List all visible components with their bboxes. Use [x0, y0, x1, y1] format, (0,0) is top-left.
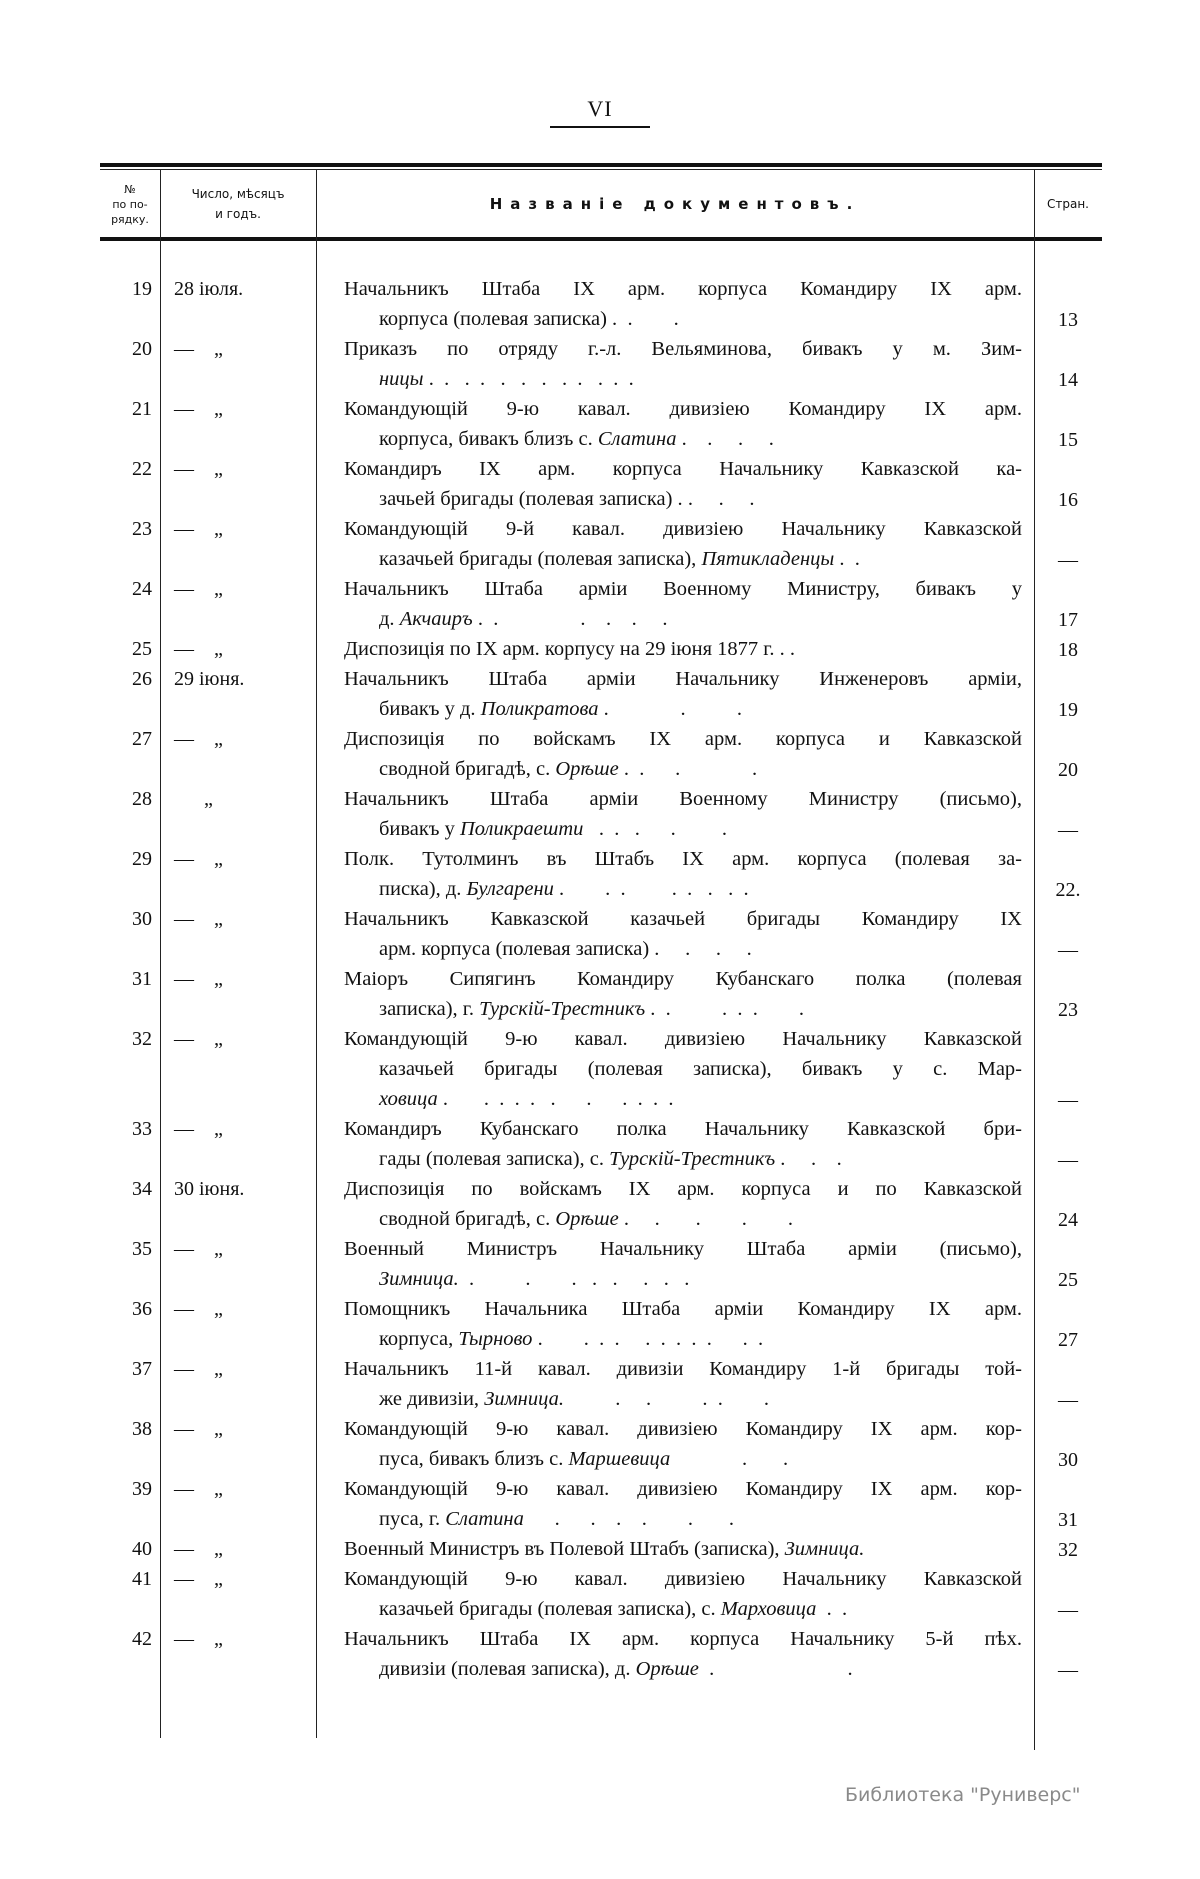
page-reference: 20 — [1058, 759, 1078, 781]
title-line-2 — [344, 934, 1022, 964]
header-page: Стран. — [1047, 197, 1089, 211]
place-name: Тырново — [458, 1328, 533, 1350]
row-number: 21 — [132, 398, 152, 420]
title-line-1: Диспозиція по войскамъ IX арм. корпуса и по Кавказской — [344, 1178, 1022, 1200]
page-number: VI — [587, 96, 613, 121]
row-page — [1034, 1354, 1102, 1414]
leader-dots: . . — [670, 1448, 789, 1470]
row-number: 28 — [132, 788, 152, 810]
leader-dots: . . . . . . . . . . . — [532, 1328, 764, 1350]
row-document-title — [316, 634, 1034, 664]
place-name: ховица — [379, 1088, 438, 1110]
title-line-1: Маіоръ Сипягинъ Командиру Кубанскаго полка (полевая — [344, 968, 1022, 990]
table-row — [100, 1174, 1102, 1234]
page-reference: 14 — [1058, 369, 1078, 391]
title-text: бивакъ у д. — [379, 698, 481, 720]
title-text: сводной бригадѣ, с. — [379, 1208, 556, 1230]
leader-dots: . . . . — [676, 428, 774, 450]
title-text: дивизіи (полевая записка), д. — [379, 1658, 636, 1680]
title-text: казачьей бригады (полевая записка), с. — [379, 1598, 721, 1620]
page-reference: — — [1058, 1089, 1078, 1111]
row-document-title — [316, 1294, 1034, 1354]
place-name: Орѣше — [555, 758, 619, 780]
row-date: — „ — [174, 1298, 223, 1320]
page-reference: 13 — [1058, 309, 1078, 331]
row-document-title — [316, 1474, 1034, 1534]
row-page — [1034, 1534, 1102, 1564]
row-number: 36 — [132, 1298, 152, 1320]
row-number: 42 — [132, 1628, 152, 1650]
place-name: Орѣше — [635, 1658, 699, 1680]
row-date: — „ — [174, 578, 223, 600]
leader-dots: . . . . . — [618, 1208, 793, 1230]
place-name: Поликратова — [480, 698, 599, 720]
row-date: — „ — [174, 1568, 223, 1590]
row-document-title — [316, 1564, 1034, 1624]
title-line-2 — [344, 1654, 1022, 1684]
table-row — [100, 784, 1102, 844]
title-line-2 — [344, 544, 1022, 574]
title-line-2 — [344, 814, 1022, 844]
row-page — [1034, 1624, 1102, 1684]
row-number: 32 — [132, 1028, 152, 1050]
page-reference: — — [1058, 1389, 1078, 1411]
row-date: — „ — [174, 1238, 223, 1260]
row-document-title — [316, 724, 1034, 784]
table-row — [100, 904, 1102, 964]
title-text: казачьей бригады (полевая записка), — [379, 548, 702, 570]
table-row — [100, 634, 1102, 664]
title-line-1: Диспозиція по IX арм. корпусу на 29 іюня 1877 г. . . — [344, 638, 795, 660]
table-row — [100, 844, 1102, 904]
title-line-1: Начальникъ Штаба арміи Военному Министру (письмо), — [344, 788, 1022, 810]
title-line-1: Начальникъ 11-й кавал. дивизіи Командиру 1-й бригады той- — [344, 1358, 1022, 1380]
place-name: ницы — [379, 368, 424, 390]
header-title: Названіе документовъ. — [489, 195, 861, 213]
row-date: — „ — [174, 638, 223, 660]
title-line-1: Помощникъ Начальника Штаба арміи Командиру IX арм. — [344, 1298, 1022, 1320]
leader-dots: . . . — [682, 488, 755, 510]
row-number: 34 — [132, 1178, 152, 1200]
title-line-2 — [344, 994, 1022, 1024]
table-row — [100, 1474, 1102, 1534]
header-number-line: по по- — [112, 197, 148, 211]
title-text: гады (полевая записка), с. — [379, 1148, 610, 1170]
place-name: Булгарени — [466, 878, 554, 900]
place-name: Орѣше — [555, 1208, 619, 1230]
place-name: Слатина — [445, 1508, 524, 1530]
title-line-1: Командующій 9-ю кавал. дивизіею Начальнику Кавказской — [344, 1028, 1022, 1050]
row-document-title — [316, 1354, 1034, 1414]
row-date: — „ — [174, 968, 223, 990]
row-date: — „ — [174, 398, 223, 420]
row-date: — „ — [174, 1118, 223, 1140]
header-number — [100, 172, 160, 236]
row-date: — „ — [174, 728, 223, 750]
page-reference: — — [1058, 1599, 1078, 1621]
title-line-2 — [344, 1594, 1022, 1624]
title-line-1: Начальникъ Кавказской казачьей бригады Командиру IX — [344, 908, 1022, 930]
row-number: 41 — [132, 1568, 152, 1590]
header-number-line: № — [124, 182, 136, 196]
row-page — [1034, 454, 1102, 514]
leader-dots: . . . . . . — [645, 998, 804, 1020]
row-page — [1034, 274, 1102, 334]
title-line-1: Начальникъ Штаба арміи Начальнику Инженеровъ арміи, — [344, 668, 1022, 690]
table-top-rule — [100, 163, 1102, 167]
row-page — [1034, 724, 1102, 784]
title-line-1: Начальникъ Штаба IX арм. корпуса Начальнику 5-й пѣх. — [344, 1628, 1022, 1650]
row-page — [1034, 1564, 1102, 1624]
row-number: 39 — [132, 1478, 152, 1500]
title-text: д. — [379, 608, 400, 630]
title-line-2 — [344, 874, 1022, 904]
leader-dots: . . . . . — [563, 1388, 769, 1410]
title-line-2 — [344, 1504, 1022, 1534]
table-row — [100, 724, 1102, 784]
row-number: 20 — [132, 338, 152, 360]
row-document-title — [316, 574, 1034, 634]
leader-dots: . . — [816, 1598, 848, 1620]
row-date: 29 іюня. — [174, 668, 245, 690]
leader-dots: . . . . . . . . . . . . — [423, 368, 634, 390]
row-document-title — [316, 514, 1034, 574]
title-line-2 — [344, 1384, 1022, 1414]
page-reference: 17 — [1058, 609, 1078, 631]
title-line-1: Военный Министръ Начальнику Штаба арміи (письмо), — [344, 1238, 1022, 1260]
title-text: пуса, г. — [379, 1508, 446, 1530]
leader-dots: . . . . . . — [523, 1508, 734, 1530]
table-row — [100, 1024, 1102, 1114]
row-date: „ — [174, 788, 213, 810]
row-date: 28 іюля. — [174, 278, 244, 300]
row-page — [1034, 664, 1102, 724]
place-name: Марховица — [720, 1598, 817, 1620]
title-line-2 — [344, 1144, 1022, 1174]
table-row — [100, 1294, 1102, 1354]
row-number: 40 — [132, 1538, 152, 1560]
title-line-2: казачьей бригады (полевая записка), бивакъ у с. Мар- — [379, 1058, 1022, 1080]
title-line-1: Начальникъ Штаба арміи Военному Министру, бивакъ у — [344, 578, 1022, 600]
table-row — [100, 664, 1102, 724]
leader-dots: . . . . . — [583, 818, 727, 840]
row-date: — „ — [174, 1418, 223, 1440]
title-line-2 — [344, 1324, 1022, 1354]
place-name: Зимница. — [379, 1268, 459, 1290]
row-date: — „ — [174, 1028, 223, 1050]
row-number: 19 — [132, 278, 152, 300]
title-line-1: Командующій 9-ю кавал. дивизіею Командиру IX арм. — [344, 398, 1022, 420]
leader-dots: . . — [617, 308, 679, 330]
title-text: арм. корпуса (полевая записка) . — [379, 938, 660, 960]
title-line-2 — [344, 484, 1022, 514]
title-line-2 — [344, 1444, 1022, 1474]
table-row — [100, 274, 1102, 334]
row-page — [1034, 1024, 1102, 1114]
title-line-1: Командиръ Кубанскаго полка Начальнику Кавказской бри- — [344, 1118, 1022, 1140]
page-reference: 30 — [1058, 1449, 1078, 1471]
row-number: 26 — [132, 668, 152, 690]
title-line-1: Командующій 9-ю кавал. дивизіею Командиру IX арм. кор- — [344, 1418, 1022, 1440]
table-header-bottom-rule — [100, 237, 1102, 241]
row-document-title — [316, 1234, 1034, 1294]
table-row — [100, 454, 1102, 514]
place-name: Слатина — [597, 428, 677, 450]
header-number-line: рядку. — [111, 212, 149, 226]
header-date-line: и годъ. — [215, 207, 261, 221]
table-row — [100, 1114, 1102, 1174]
place-name: Зимница. — [784, 1538, 865, 1560]
row-date: — „ — [174, 458, 223, 480]
row-number: 30 — [132, 908, 152, 930]
row-document-title — [316, 454, 1034, 514]
row-date: — „ — [174, 338, 223, 360]
title-line-1: Начальникъ Штаба IX арм. корпуса Командиру IX арм. — [344, 278, 1022, 300]
title-line-2 — [344, 364, 1022, 394]
row-document-title — [316, 904, 1034, 964]
row-document-title — [316, 1624, 1034, 1684]
leader-dots: . . — [698, 1658, 853, 1680]
title-text: сводной бригадѣ, с. — [379, 758, 556, 780]
row-document-title — [316, 664, 1034, 724]
title-text: записка), г. — [379, 998, 480, 1020]
row-document-title — [316, 1414, 1034, 1474]
row-page — [1034, 574, 1102, 634]
title-text: писка), д. — [379, 878, 467, 900]
row-page — [1034, 1234, 1102, 1294]
table-row — [100, 1354, 1102, 1414]
row-number: 37 — [132, 1358, 152, 1380]
row-date: — „ — [174, 1628, 223, 1650]
page-reference: 19 — [1058, 699, 1078, 721]
page-number-underline — [550, 126, 650, 128]
title-line-1: Командующій 9-ю кавал. дивизіею Командиру IX арм. кор- — [344, 1478, 1022, 1500]
title-line-3 — [344, 1084, 1022, 1114]
page-reference: — — [1058, 1659, 1078, 1681]
row-document-title — [316, 964, 1034, 1024]
title-line-1: Диспозиція по войскамъ IX арм. корпуса и Кавказской — [344, 728, 1022, 750]
row-number: 22 — [132, 458, 152, 480]
leader-dots: . . . — [598, 698, 743, 720]
row-date: — „ — [174, 1358, 223, 1380]
row-page — [1034, 1114, 1102, 1174]
page-reference: — — [1058, 549, 1078, 571]
row-page — [1034, 964, 1102, 1024]
row-number: 24 — [132, 578, 152, 600]
row-document-title — [316, 844, 1034, 904]
table-row — [100, 1624, 1102, 1684]
row-number: 31 — [132, 968, 152, 990]
row-number: 35 — [132, 1238, 152, 1260]
row-document-title — [316, 1024, 1034, 1114]
page-reference: 15 — [1058, 429, 1078, 451]
place-name: Пятикладенцы — [701, 548, 835, 570]
title-line-2 — [344, 424, 1022, 454]
page-reference: 24 — [1058, 1209, 1078, 1231]
title-line-2 — [344, 1204, 1022, 1234]
title-text: корпуса, бивакъ близъ с. — [379, 428, 598, 450]
leader-dots: . . . . — [618, 758, 758, 780]
header-date-line: Число, мѣсяцъ — [191, 187, 285, 201]
title-text: бивакъ у — [379, 818, 460, 840]
title-text: же дивизіи, — [379, 1388, 485, 1410]
leader-dots: . . . . . . . . . . . — [437, 1088, 674, 1110]
row-document-title — [316, 1534, 1034, 1564]
page-reference: — — [1058, 939, 1078, 961]
row-page — [1034, 784, 1102, 844]
row-page — [1034, 334, 1102, 394]
row-document-title — [316, 334, 1034, 394]
table-row — [100, 1234, 1102, 1294]
row-date: — „ — [174, 1478, 223, 1500]
title-text: корпуса, — [379, 1328, 459, 1350]
page-reference: 32 — [1058, 1539, 1078, 1561]
watermark: Библиотека "Руниверс" — [845, 1784, 1081, 1806]
page-reference: 18 — [1058, 639, 1078, 661]
table-row — [100, 964, 1102, 1024]
row-document-title — [316, 1174, 1034, 1234]
page-reference: 25 — [1058, 1269, 1078, 1291]
title-line-2 — [344, 694, 1022, 724]
table-row — [100, 514, 1102, 574]
table-row — [100, 1564, 1102, 1624]
title-text: Военный Министръ въ Полевой Штабъ (записка), — [344, 1538, 785, 1560]
row-page — [1034, 844, 1102, 904]
title-text: зачьей бригады (полевая записка) . — [379, 488, 683, 510]
row-number: 29 — [132, 848, 152, 870]
table-body — [100, 274, 1102, 1684]
title-line-1: Командующій 9-ю кавал. дивизіею Начальнику Кавказской — [344, 1568, 1022, 1590]
leader-dots: . . . — [659, 938, 752, 960]
row-number: 27 — [132, 728, 152, 750]
row-date: — „ — [174, 518, 223, 540]
leader-dots: . . . . . . . . — [553, 878, 749, 900]
leader-dots: . . — [834, 548, 860, 570]
page-reference: 31 — [1058, 1509, 1078, 1531]
page-reference: — — [1058, 819, 1078, 841]
row-number: 33 — [132, 1118, 152, 1140]
header-date — [160, 172, 316, 236]
row-date: — „ — [174, 1538, 223, 1560]
page-reference: 22. — [1055, 879, 1081, 901]
place-name: Турскій-Трестникъ — [609, 1148, 776, 1170]
page-reference: 23 — [1058, 999, 1078, 1021]
title-line-1: Полк. Тутолминъ въ Штабъ IX арм. корпуса (полевая за- — [344, 848, 1022, 870]
table-row — [100, 394, 1102, 454]
page-reference: — — [1058, 1149, 1078, 1171]
row-page — [1034, 394, 1102, 454]
row-page — [1034, 514, 1102, 574]
row-page — [1034, 904, 1102, 964]
table-row — [100, 1534, 1102, 1564]
row-date: — „ — [174, 908, 223, 930]
table-row — [100, 1414, 1102, 1474]
leader-dots: . . . . . . . . — [458, 1268, 690, 1290]
title-line-1: Командующій 9-й кавал. дивизіею Начальнику Кавказской — [344, 518, 1022, 540]
place-name: Зимница. — [484, 1388, 564, 1410]
row-page — [1034, 1414, 1102, 1474]
row-page — [1034, 1294, 1102, 1354]
row-number: 23 — [132, 518, 152, 540]
row-document-title — [316, 784, 1034, 844]
leader-dots: . . . . . . — [472, 608, 668, 630]
title-line-2 — [344, 604, 1022, 634]
row-number: 38 — [132, 1418, 152, 1440]
title-line-1 — [344, 1534, 1022, 1564]
title-text: корпуса (полевая записка) . — [379, 308, 618, 330]
row-number: 25 — [132, 638, 152, 660]
row-document-title — [316, 274, 1034, 334]
place-name: Турскій-Трестникъ — [479, 998, 646, 1020]
table-row — [100, 334, 1102, 394]
title-line-1: Приказъ по отряду г.-л. Вельяминова, бивакъ у м. Зим- — [344, 338, 1022, 360]
title-text: пуса, бивакъ близъ с. — [379, 1448, 569, 1470]
place-name: Поликраешти — [459, 818, 584, 840]
table-row — [100, 574, 1102, 634]
title-line-2 — [344, 754, 1022, 784]
leader-dots: . . . — [775, 1148, 842, 1170]
row-document-title — [316, 394, 1034, 454]
place-name: Акчаиръ — [399, 608, 473, 630]
page-reference: 27 — [1058, 1329, 1078, 1351]
row-date: 30 іюня. — [174, 1178, 245, 1200]
row-document-title — [316, 1114, 1034, 1174]
row-page — [1034, 634, 1102, 664]
table-top-rule-thin — [100, 169, 1102, 170]
title-line-2 — [344, 1264, 1022, 1294]
title-line-2 — [344, 304, 1022, 334]
title-line-1: Командиръ IX арм. корпуса Начальнику Кавказской ка- — [344, 458, 1022, 480]
row-page — [1034, 1174, 1102, 1234]
place-name: Маршевица — [568, 1448, 671, 1470]
page-reference: 16 — [1058, 489, 1078, 511]
row-page — [1034, 1474, 1102, 1534]
row-date: — „ — [174, 848, 223, 870]
